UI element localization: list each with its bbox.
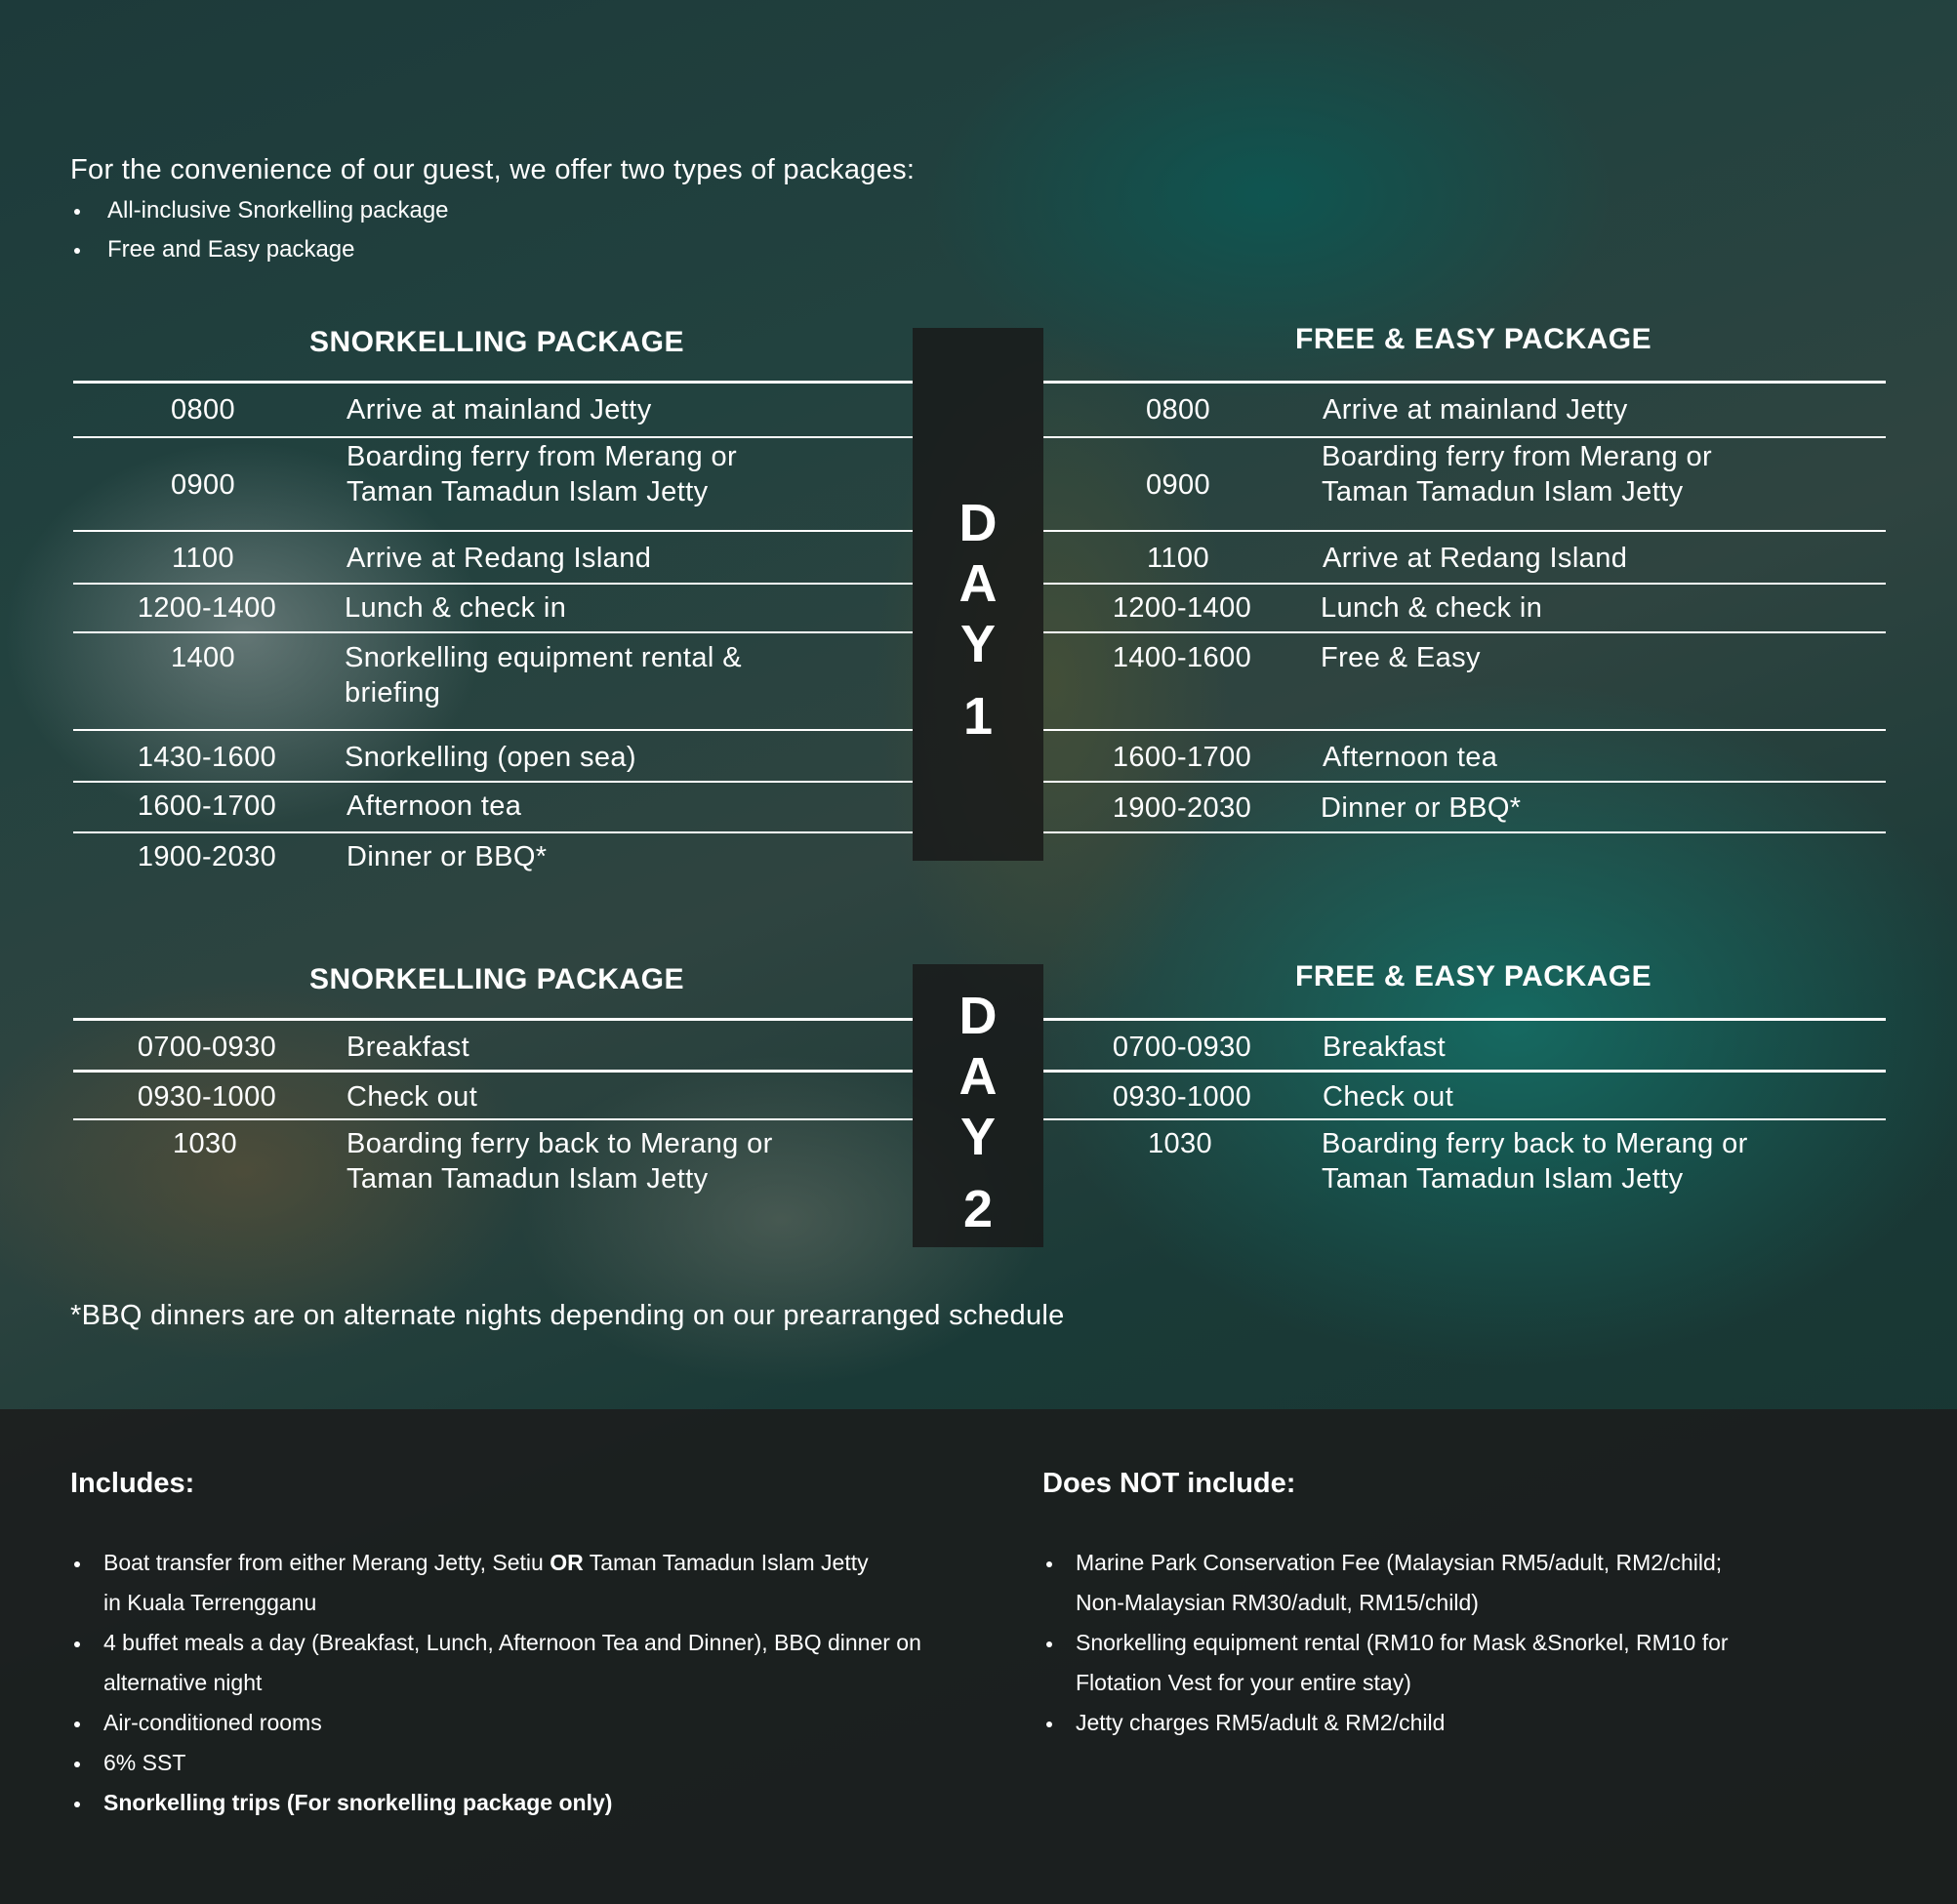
schedule-activity: Arrive at Redang Island (347, 543, 652, 574)
package-type-list (70, 191, 449, 269)
schedule-activity: Boarding ferry back to Merang or (347, 1128, 773, 1159)
schedule-time: 1100 (1147, 543, 1209, 574)
schedule-activity: briefing (345, 677, 441, 709)
list-item: Snorkelling trips (For snorkelling package only) (70, 1783, 949, 1823)
divider (1043, 1018, 1886, 1021)
divider (1043, 436, 1886, 438)
day1-snorkelling-title: SNORKELLING PACKAGE (309, 326, 684, 358)
schedule-activity: Boarding ferry from Merang or (347, 441, 738, 472)
intro-heading: For the convenience of our guest, we offer two types of packages: (70, 154, 916, 185)
day1-letter: 1 (962, 687, 994, 746)
day1-label (913, 493, 1043, 747)
day1-letter: Y (959, 615, 997, 673)
schedule-activity: Breakfast (347, 1032, 470, 1063)
list-item: All-inclusive Snorkelling package (70, 191, 449, 230)
schedule-activity: Snorkelling equipment rental & (345, 642, 742, 673)
schedule-activity: Snorkelling (open sea) (345, 742, 636, 773)
divider (1043, 530, 1886, 532)
divider (73, 729, 913, 731)
schedule-time: 1430-1600 (137, 742, 277, 773)
schedule-time: 1200-1400 (137, 592, 277, 624)
list-item: Jetty charges RM5/adult & RM2/child (1042, 1703, 1901, 1743)
schedule-time: 1200-1400 (1112, 592, 1252, 624)
schedule-time: 0800 (170, 394, 236, 425)
schedule-activity: Arrive at Redang Island (1323, 543, 1628, 574)
schedule-time: 0900 (170, 469, 236, 501)
schedule-time: 1100 (172, 543, 234, 574)
day1-letter: D (958, 494, 998, 552)
schedule-time: 0700-0930 (1112, 1032, 1252, 1063)
schedule-activity: Lunch & check in (345, 592, 567, 624)
schedule-time: 1900-2030 (137, 841, 277, 872)
divider (1043, 1118, 1886, 1120)
day2-snorkelling-title: SNORKELLING PACKAGE (309, 963, 684, 995)
schedule-time: 0800 (1145, 394, 1211, 425)
schedule-activity: Check out (1323, 1081, 1454, 1113)
schedule-time: 1600-1700 (1112, 742, 1252, 773)
schedule-activity: Boarding ferry back to Merang or (1322, 1128, 1748, 1159)
schedule-time: 1030 (172, 1128, 238, 1159)
day2-letter: Y (959, 1108, 997, 1166)
divider (73, 381, 913, 384)
list-item: Snorkelling equipment rental (RM10 for Mask &Snorkel, RM10 for Flotation Vest for your entire stay) (1042, 1623, 1901, 1703)
schedule-activity: Taman Tamadun Islam Jetty (347, 1163, 709, 1195)
divider (1043, 583, 1886, 585)
schedule-time: 1030 (1147, 1128, 1213, 1159)
schedule-time: 0900 (1145, 469, 1211, 501)
divider (1043, 831, 1886, 833)
schedule-activity: Check out (347, 1081, 478, 1113)
day1-letter: A (958, 554, 998, 613)
schedule-time: 1600-1700 (137, 790, 277, 822)
schedule-activity: Breakfast (1323, 1032, 1447, 1063)
bbq-footnote: *BBQ dinners are on alternate nights depending on our prearranged schedule (70, 1300, 1065, 1331)
list-item: Marine Park Conservation Fee (Malaysian RM5/adult, RM2/child; Non-Malaysian RM30/adult, RM15/child) (1042, 1543, 1901, 1623)
list-item: Boat transfer from either Merang Jetty, Setiu OR Taman Tamadun Islam Jetty in Kuala Terrengganu (70, 1543, 949, 1623)
excludes-title: Does NOT include: (1042, 1468, 1296, 1499)
divider (73, 831, 913, 833)
schedule-activity: Taman Tamadun Islam Jetty (1322, 1163, 1684, 1195)
divider (73, 1018, 913, 1021)
schedule-time: 0700-0930 (137, 1032, 277, 1063)
schedule-activity: Lunch & check in (1321, 592, 1543, 624)
schedule-activity: Dinner or BBQ* (347, 841, 548, 872)
schedule-activity: Taman Tamadun Islam Jetty (1322, 476, 1684, 507)
list-item: 6% SST (70, 1743, 949, 1783)
schedule-time: 0930-1000 (1112, 1081, 1252, 1113)
day2-free-easy-title: FREE & EASY PACKAGE (1295, 960, 1652, 993)
divider (73, 1118, 913, 1120)
day2-label (913, 986, 1043, 1239)
day1-free-easy-title: FREE & EASY PACKAGE (1295, 323, 1652, 355)
schedule-activity: Free & Easy (1321, 642, 1481, 673)
day2-letter: 2 (962, 1180, 994, 1238)
divider (1043, 729, 1886, 731)
divider (73, 583, 913, 585)
divider (1043, 381, 1886, 384)
divider (73, 631, 913, 633)
schedule-time: 1400 (170, 642, 236, 673)
schedule-activity: Arrive at mainland Jetty (347, 394, 652, 425)
day2-letter: A (958, 1047, 998, 1106)
divider (1043, 781, 1886, 783)
includes-title: Includes: (70, 1468, 195, 1499)
includes-list (70, 1543, 949, 1823)
schedule-activity: Arrive at mainland Jetty (1323, 394, 1628, 425)
schedule-activity: Taman Tamadun Islam Jetty (347, 476, 709, 507)
divider (73, 530, 913, 532)
schedule-time: 0930-1000 (137, 1081, 277, 1113)
day2-letter: D (958, 987, 998, 1045)
schedule-time: 1900-2030 (1112, 792, 1252, 824)
divider (73, 781, 913, 783)
divider (1043, 1070, 1886, 1073)
list-item: Free and Easy package (70, 230, 449, 269)
list-item: 4 buffet meals a day (Breakfast, Lunch, Afternoon Tea and Dinner), BBQ dinner on alternative night (70, 1623, 949, 1703)
schedule-time: 1400-1600 (1112, 642, 1252, 673)
schedule-activity: Dinner or BBQ* (1321, 792, 1522, 824)
divider (73, 1070, 913, 1073)
schedule-activity: Afternoon tea (347, 790, 522, 822)
schedule-activity: Boarding ferry from Merang or (1322, 441, 1713, 472)
divider (73, 436, 913, 438)
excludes-list (1042, 1543, 1901, 1743)
divider (1043, 631, 1886, 633)
schedule-activity: Afternoon tea (1323, 742, 1498, 773)
list-item: Air-conditioned rooms (70, 1703, 949, 1743)
